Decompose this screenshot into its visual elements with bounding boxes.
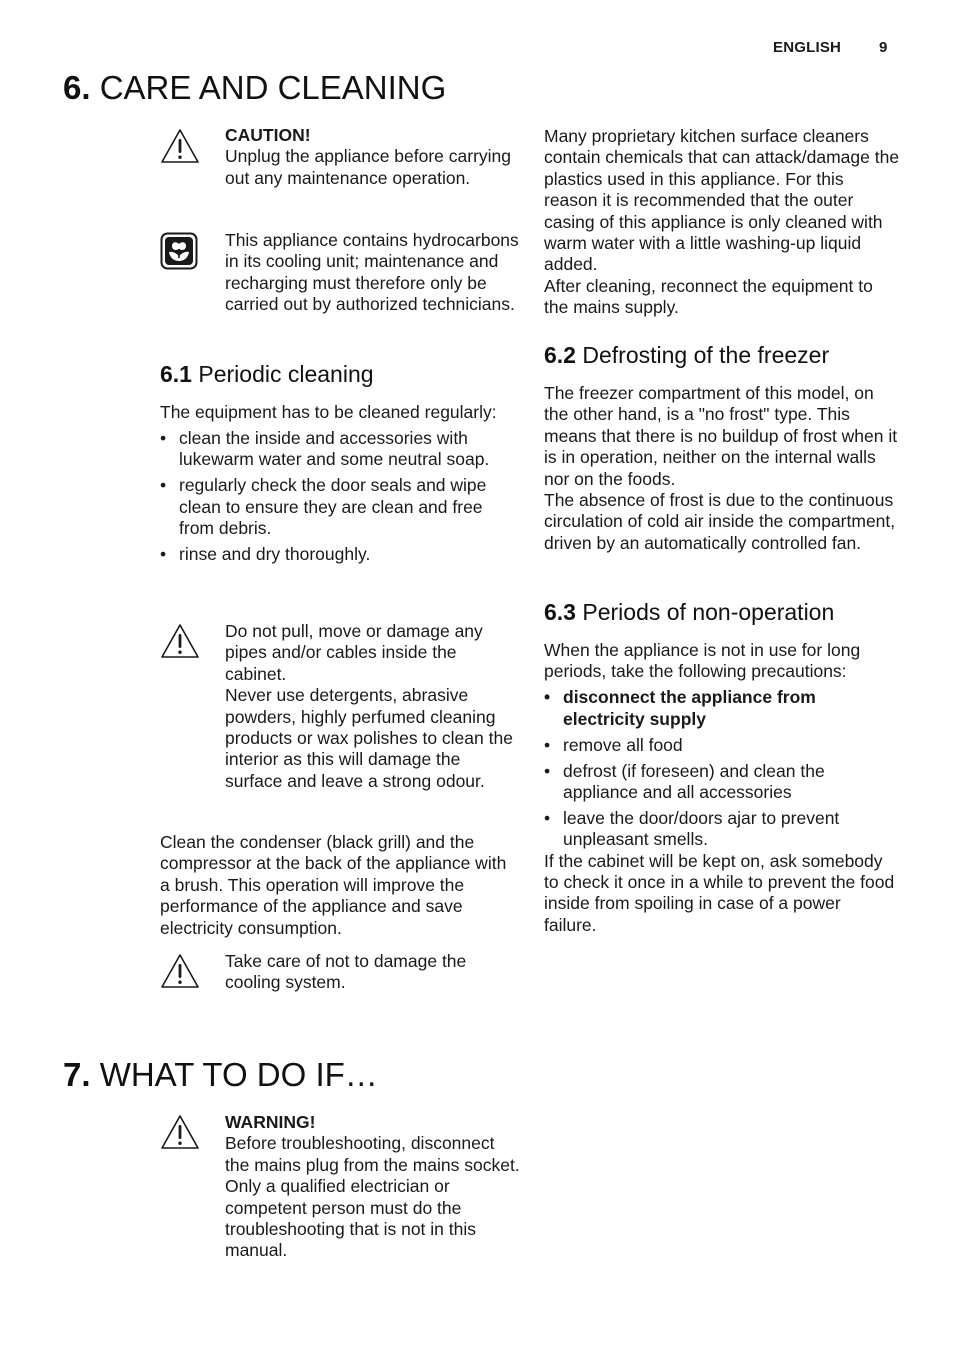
subsection-6-2-title: Defrosting of the freezer [582, 342, 830, 368]
condenser-paragraph [160, 832, 515, 939]
section-7-heading [63, 1056, 378, 1094]
header-page-number: 9 [879, 39, 888, 56]
section-7-title: WHAT TO DO IF… [99, 1056, 378, 1093]
subsection-6-1-heading [160, 360, 374, 388]
list-item: • clean the inside and accessories with lukewarm water and some neutral soap. [160, 428, 510, 471]
warning-label: WARNING! [225, 1112, 316, 1132]
warning-triangle-icon [160, 1114, 200, 1150]
list-item: • leave the door/doors ajar to prevent unpleasant smells. [544, 808, 896, 851]
section-7-number: 7. [63, 1056, 91, 1093]
subsection-6-2-heading [544, 341, 829, 369]
section-6-number: 6. [63, 69, 91, 106]
cooling-warning-block [225, 951, 520, 994]
list-item: • disconnect the appliance from electricity supply [544, 687, 896, 730]
subsection-6-1-number: 6.1 [160, 361, 192, 387]
environment-info-icon [160, 232, 198, 270]
non-operation-list [544, 687, 896, 850]
warning-text-unplug: Before troubleshooting, disconnect the mains plug from the mains socket. [225, 1133, 520, 1175]
header-language: ENGLISH [773, 39, 842, 56]
pipes-warning-block [225, 621, 520, 792]
warning-triangle-icon [160, 953, 200, 989]
defrosting-body [544, 383, 900, 554]
list-item: • defrost (if foreseen) and clean the appliance and all accessories [544, 761, 896, 804]
list-item: • rinse and dry thoroughly. [160, 544, 510, 565]
section-6-heading [63, 69, 446, 107]
hydrocarbon-text: This appliance contains hydrocarbons in its cooling unit; maintenance and recharging must therefore only be carried out by authorized technicians. [225, 230, 519, 315]
surface-cleaners-paragraph [544, 126, 900, 319]
pipes-warning-text: Do not pull, move or damage any pipes and/or cables inside the cabinet. [225, 621, 483, 684]
surface-cleaners-text: Many proprietary kitchen surface cleaners contain chemicals that can attack/damage the plastics used in this appliance. For this reason it is recommended that the outer casing of this appliance is only cleaned with warm water with a little washing-up liquid added. [544, 126, 900, 275]
subsection-6-3-title: Periods of non-operation [582, 599, 835, 625]
no-frost-text: The freezer compartment of this model, on the other hand, is a "no frost" type. This means that there is no buildup of frost when it is in operation, neither on the internal walls nor on the foods. [544, 383, 898, 489]
warning-text-qualified: Only a qualified electrician or competent person must do the troubleshooting that is not in this manual. [225, 1176, 476, 1261]
non-operation-intro: When the appliance is not in use for long periods, take the following precautions: [544, 640, 861, 682]
periodic-cleaning-list [160, 428, 510, 565]
caution-block [225, 125, 520, 189]
non-operation-closing: If the cabinet will be kept on, ask somebody to check it once in a while to prevent the food inside from spoiling in case of a power failure. [544, 850, 895, 935]
subsection-6-2-number: 6.2 [544, 342, 576, 368]
troubleshooting-warning-block [225, 1112, 520, 1262]
detergent-warning-text: Never use detergents, abrasive powders, highly perfumed cleaning products or wax polishes to clean the interior as this will damage the surface and leave a strong odour. [225, 685, 513, 791]
hydrocarbon-block [225, 230, 520, 316]
condenser-text: Clean the condenser (black grill) and the compressor at the back of the appliance with a brush. This operation will improve the performance of the appliance and save electricity consumption. [160, 832, 507, 938]
warning-triangle-icon [160, 128, 200, 164]
list-item: • remove all food [544, 735, 896, 756]
list-item: • regularly check the door seals and wipe clean to ensure they are clean and free from debris. [160, 475, 510, 539]
subsection-6-3-number: 6.3 [544, 599, 576, 625]
subsection-6-1-title: Periodic cleaning [198, 361, 374, 387]
periodic-cleaning-body [160, 402, 510, 570]
warning-triangle-icon [160, 623, 200, 659]
reconnect-text: After cleaning, reconnect the equipment to the mains supply. [544, 275, 873, 318]
subsection-6-3-heading [544, 598, 834, 626]
periodic-cleaning-intro: The equipment has to be cleaned regularly: [160, 402, 497, 422]
frost-absence-text: The absence of frost is due to the continuous circulation of cold air inside the compartment, driven by an automatically controlled fan. [544, 490, 896, 553]
caution-text: Unplug the appliance before carrying out any maintenance operation. [225, 146, 512, 188]
caution-label: CAUTION! [225, 125, 311, 145]
section-6-title: CARE AND CLEANING [99, 69, 447, 106]
non-operation-body [544, 640, 896, 936]
cooling-warning-text: Take care of not to damage the cooling system. [225, 951, 467, 993]
